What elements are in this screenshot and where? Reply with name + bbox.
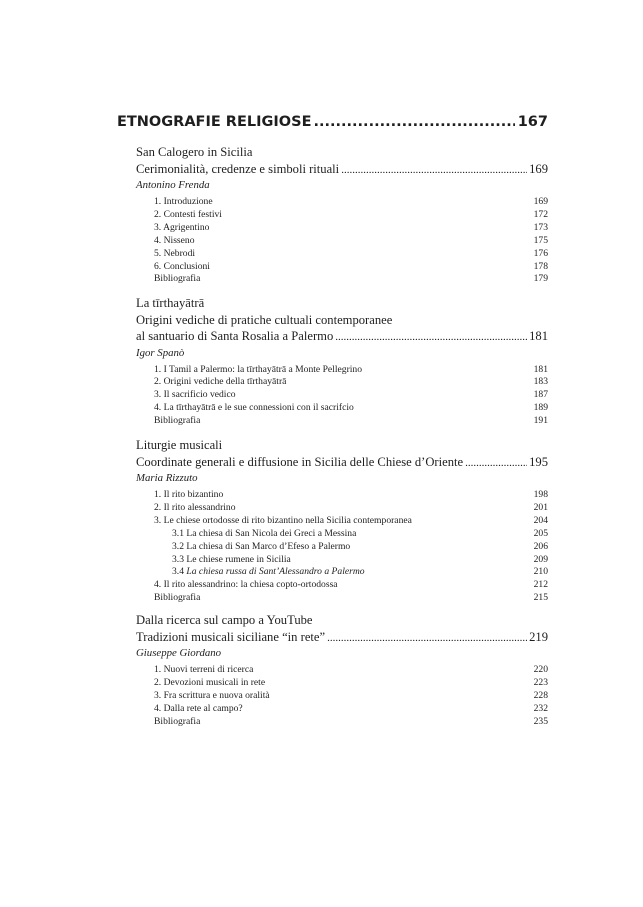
essay-title-line (136, 328, 548, 346)
toc-item (136, 703, 548, 716)
toc-item (136, 376, 548, 389)
toc-item-title: Bibliografia (154, 715, 201, 727)
essay-entry (136, 144, 548, 286)
toc-item-title: 3. Il sacrificio vedico (154, 389, 236, 401)
essay-author: Giuseppe Giordano (136, 647, 222, 659)
toc-item (136, 209, 548, 222)
toc-item (136, 489, 548, 502)
toc-item (136, 716, 548, 729)
essay-entry (136, 437, 548, 605)
toc-item (136, 415, 548, 428)
essay-author: Antonino Frenda (136, 179, 210, 191)
toc-item (136, 554, 548, 567)
essay-entry (136, 295, 548, 428)
essay-title-line (136, 454, 548, 472)
essay-title-line (136, 161, 548, 179)
essay-page: 195 (529, 454, 548, 469)
toc-item-page: 212 (533, 579, 548, 591)
toc-item-title: 1. Introduzione (154, 196, 213, 207)
toc-item-title: Bibliografia (154, 415, 201, 427)
toc-item-title: Bibliografia (154, 273, 201, 285)
toc-item-page: 181 (533, 363, 548, 375)
toc-item-title: 1. I Tamil a Palermo: la tīrthayātrā a Monte Pellegrino (154, 363, 363, 375)
toc-item-page: 187 (533, 389, 548, 401)
toc-item (136, 502, 548, 515)
toc-item-title: 6. Conclusioni (154, 260, 210, 272)
toc-item-page: 223 (533, 676, 548, 688)
essay-subtitle: Tradizioni musicali siciliane “in rete” (136, 629, 326, 644)
essay-subtitle: Coordinate generali e diffusione in Sicilia delle Chiese d’Oriente (136, 454, 464, 469)
toc-item (136, 222, 548, 235)
dot-leader (335, 329, 527, 346)
toc-item-page: 232 (533, 702, 548, 714)
toc-item-title: Bibliografia (154, 592, 201, 604)
toc-item-italic-title: La chiesa russa di Sant’Alessandro a Palermo (186, 566, 365, 578)
toc-item-title: 4. La tīrthayātrā e le sue connessioni con il sacrifcio (154, 402, 354, 414)
toc-item-page: 215 (533, 592, 548, 604)
toc-item (136, 677, 548, 690)
section-heading (117, 114, 548, 130)
toc-item-page: 189 (533, 402, 548, 414)
toc-item-title (172, 566, 534, 579)
essay-title-line (136, 629, 548, 647)
dot-leader (327, 630, 527, 647)
toc-item-page: 179 (533, 273, 548, 285)
dot-leader (341, 162, 527, 179)
toc-item-page: 175 (533, 234, 548, 246)
toc-item-title: 3. Le chiese ortodosse di rito bizantino nella Sicilia contemporanea (154, 514, 412, 526)
toc-item-title: 4. Dalla rete al campo? (154, 702, 243, 714)
essay-author: Maria Rizzuto (136, 472, 198, 484)
toc-item (136, 196, 548, 209)
essay-page: 181 (529, 329, 548, 343)
toc-item (136, 541, 548, 554)
toc-item-title: 2. Origini vediche della tīrthayātrā (154, 376, 287, 388)
toc-item (136, 664, 548, 677)
toc-item-title: 3.3 Le chiese rumene in Sicilia (172, 553, 291, 565)
essay-subtitle: Cerimonialità, credenze e simboli rituali (136, 161, 340, 176)
toc-item-page: 228 (533, 689, 548, 701)
essay-author: Igor Spanò (136, 346, 185, 359)
toc-item-title: 3.1 La chiesa di San Nicola dei Greci a Messina (172, 527, 357, 539)
toc-item-title: 4. Nisseno (154, 234, 195, 246)
toc-item-page: 235 (533, 715, 548, 727)
toc-item-page: 169 (533, 196, 548, 207)
essay-entry (136, 612, 548, 729)
toc-item-title: 5. Nebrodi (154, 247, 196, 259)
toc-item (136, 579, 548, 592)
toc-item-page: 198 (533, 489, 548, 500)
essay-title-line: Liturgie musicali (136, 438, 223, 452)
essay-contents (136, 196, 548, 286)
essay-subtitle: al santuario di Santa Rosalia a Palermo (136, 329, 334, 343)
toc-item-page: 172 (533, 208, 548, 220)
toc-item-page: 178 (533, 260, 548, 272)
toc-item-page: 204 (533, 514, 548, 526)
toc-item (136, 235, 548, 248)
toc-item (136, 261, 548, 274)
section-title: ETNOGRAFIE RELIGIOSE (117, 114, 312, 130)
toc-item-page: 209 (533, 553, 548, 565)
toc-item-page: 173 (533, 221, 548, 233)
toc-item-title: 2. Devozioni musicali in rete (154, 676, 266, 688)
essay-contents (136, 364, 548, 429)
essay-page: 169 (529, 161, 548, 176)
toc-item-page: 176 (533, 247, 548, 259)
toc-item-title: 3. Agrigentino (154, 221, 210, 233)
toc-item-title: 4. Il rito alessandrino: la chiesa copto-ortodossa (154, 579, 338, 591)
toc-item (136, 566, 548, 579)
toc-item (136, 389, 548, 402)
toc-item-title: 3.2 La chiesa di San Marco d’Efeso a Palermo (172, 540, 351, 552)
toc-item (136, 364, 548, 377)
essay-page: 219 (529, 629, 548, 644)
toc-item (136, 515, 548, 528)
toc-item-page: 210 (533, 566, 548, 578)
toc-item-title: 1. Il rito bizantino (154, 489, 224, 500)
essay-title-line: San Calogero in Sicilia (136, 145, 253, 159)
essay-title-line: La tīrthayātrā (136, 296, 205, 310)
toc-item-title: 3. Fra scrittura e nuova oralità (154, 689, 270, 701)
toc-item-page: 191 (533, 415, 548, 427)
toc-item-page: 201 (533, 501, 548, 513)
toc-item-page: 183 (533, 376, 548, 388)
toc-item (136, 690, 548, 703)
toc-item-title: 2. Il rito alessandrino (154, 501, 236, 513)
toc-item-page: 206 (533, 540, 548, 552)
essay-title-line: Dalla ricerca sul campo a YouTube (136, 613, 313, 627)
toc-item-number: 3.4 (172, 566, 184, 578)
dot-leader (313, 114, 514, 130)
toc-item-page: 220 (533, 664, 548, 675)
toc-item-title: 2. Contesti festivi (154, 208, 222, 220)
essay-contents (136, 664, 548, 729)
toc-item-title: 1. Nuovi terreni di ricerca (154, 664, 254, 675)
toc-item (136, 402, 548, 415)
essay-title-line: Origini vediche di pratiche cultuali contemporanee (136, 312, 393, 327)
section-page: 167 (517, 114, 548, 130)
toc-item (136, 592, 548, 605)
toc-item (136, 248, 548, 261)
dot-leader (465, 455, 527, 472)
toc-item (136, 528, 548, 541)
toc-item-page: 205 (533, 527, 548, 539)
toc-item (136, 273, 548, 286)
essay-contents (136, 489, 548, 605)
